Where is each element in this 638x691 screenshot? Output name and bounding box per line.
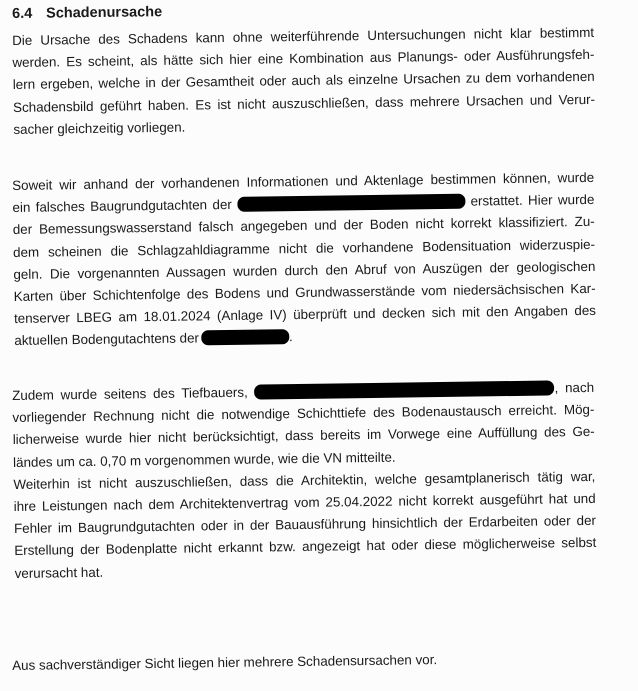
text-segment: , nach [554, 379, 595, 396]
text-line: sacher gleichzeitig vorliegen. [13, 119, 186, 137]
text-line: ländes um ca. 0,70 m vorgenommen wurde, wie die VN mitteilte. [12, 449, 396, 470]
redaction-bar [237, 194, 465, 212]
text-line: werden. Es scheint, als hätte sich hier eine Kombination aus Planungs- oder Ausführungsfeh- [12, 47, 595, 71]
text-line: vorliegender Rechnung nicht die notwendige Schichttiefe des Bodenaustausch erreicht. Mög- [12, 402, 595, 426]
section-title: Schadenursache [45, 4, 163, 22]
text-line: verursacht hat. [14, 564, 104, 581]
text-line: der Bemessungswasserstand falsch angegeben und der Boden nicht korrekt klassifiziert. Zu- [12, 214, 595, 238]
text-line: Soweit wir anhand der vorhandenen Informationen und Aktenlage bestimmen können, wurde [12, 169, 595, 193]
text-line: Fehler im Baugrundgutachten oder in der Bauausführung hinsichtlich der Erdarbeiten oder der [13, 513, 597, 537]
text-segment: ein falsches Baugrundgutachten der [12, 197, 232, 216]
text-segment: . [288, 329, 293, 345]
text-line: Schadensbild geführt haben. Es ist nicht auszuschließen, dass mehrere Ursachen und Verur- [12, 91, 596, 115]
section-heading [12, 4, 162, 22]
text-segment: aktuellen Bodengutachtens der [14, 330, 200, 349]
text-line: Aus sachverständiger Sicht liegen hier mehrere Schadensursachen vor. [12, 652, 438, 673]
text-line: ihre Leistungen nach dem Architektenvertrag vom 25.04.2022 nicht korrekt ausgeführt hat und [13, 490, 596, 515]
text-segment: Zudem wurde seitens des Tiefbauers, [12, 384, 248, 403]
paragraph-soil-report [12, 167, 596, 353]
text-line: dem scheinen die Schlagzahldiagramme nicht die vorhandene Bodensituation widerzuspie- [12, 236, 596, 260]
text-line: Erstellung der Bodenplatte nicht erkannt bzw. angezeigt hat oder diese möglicherweise selbst [14, 535, 597, 559]
paragraph-cause-unclear [12, 22, 595, 141]
text-line: geln. Die vorgenannten Aussagen wurden durch den Abruf von Auszügen der geologischen [13, 258, 596, 282]
text-line: Weiterhin ist nicht auszuschließen, dass die Architektin, welche gesamtplanerisch tätig war, [13, 468, 596, 492]
text-line: lern ergeben, welche in der Gesamtheit oder auch als einzelne Ursachen zu dem vorhandenen [12, 69, 595, 93]
redaction-bar [201, 330, 289, 346]
text-line: Die Ursache des Schadens kann ohne weiterführende Untersuchungen nicht klar bestimmt [12, 24, 595, 48]
text-line: tenserver LBEG am 18.01.2024 (Anlage IV) überprüft und decken sich mit den Angaben des [13, 303, 597, 327]
redaction-bar [254, 380, 554, 399]
text-segment: erstattet. Hier wurde [470, 192, 595, 209]
paragraph-excavation-architect [12, 377, 597, 585]
paragraph-conclusion [12, 647, 594, 677]
section-number: 6.4 [12, 5, 33, 22]
text-line: Karten über Schichtenfolge des Bodens und Grundwasserstände vom niedersächsischen Kar- [13, 280, 596, 305]
text-line: licherweise wurde hier nicht berücksichtigt, dass bereits im Vorwege eine Auffüllung des Ge- [12, 424, 595, 448]
